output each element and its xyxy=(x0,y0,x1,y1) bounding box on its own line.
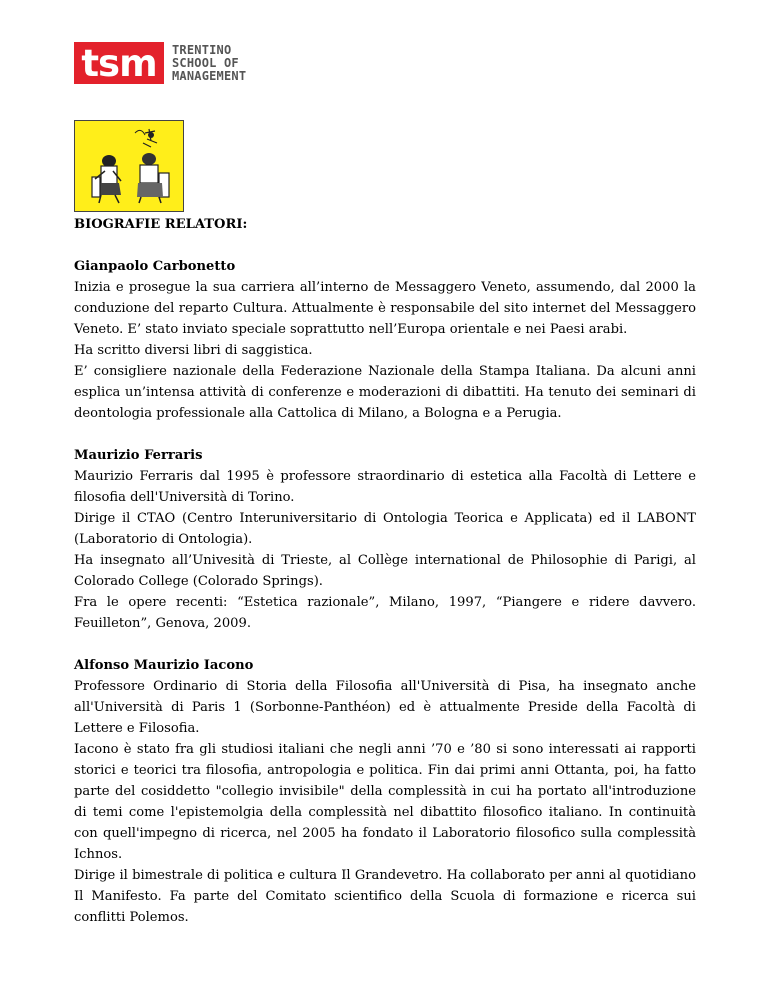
speaker-name: Gianpaolo Carbonetto xyxy=(74,259,236,274)
speaker-name: Alfonso Maurizio Iacono xyxy=(74,658,254,673)
logo-line-3: MANAGEMENT xyxy=(172,68,247,83)
cartoon-drawing xyxy=(75,121,183,211)
speaker-bio-paragraph: Dirige il bimestrale di politica e cultura Il Grandevetro. Ha collaborato per anni al quotidiano Il Manifesto. Fa parte del Comitato scientifico della Scuola di formazione e ricerca sui conflitti Polemos. xyxy=(74,868,696,925)
speaker-name: Maurizio Ferraris xyxy=(74,448,203,463)
document-body xyxy=(74,214,696,928)
speaker-bio-paragraph: Professore Ordinario di Storia della Filosofia all'Università di Pisa, ha insegnato anche all'Università di Paris 1 (Sorbonne-Panthéon) ed è attualmente Preside della Facoltà di Lettere e Filosofia. xyxy=(74,679,696,736)
tsm-logo-text xyxy=(172,44,246,83)
speaker-bio-paragraph: Iacono è stato fra gli studiosi italiani che negli anni ’70 e ’80 si sono interessati ai rapporti storici e teorici tra filosofia, antropologia e politica. Fin dai primi anni Ottanta, poi, ha fatto parte del cosiddetto "collegio invisibile" della complessità in cui ha portato all'introduzione di temi come l'epistemolgia della complessità nel dibattito filosofico italiano. In continuità con quell'impegno di ricerca, nel 2005 ha fondato il Laboratorio filosofico sulla complessità Ichnos. xyxy=(74,742,696,862)
speaker-bio-paragraph: Ha scritto diversi libri di saggistica. xyxy=(74,343,313,358)
speaker-bio-paragraph: Maurizio Ferraris dal 1995 è professore straordinario di estetica alla Facoltà di Lettere e filosofia dell'Università di Torino. xyxy=(74,469,696,505)
logo-line-2: SCHOOL OF xyxy=(172,55,239,70)
cartoon-illustration-icon xyxy=(74,120,184,212)
logo-line-1: TRENTINO xyxy=(172,42,232,57)
page-heading: BIOGRAFIE RELATORI: xyxy=(74,217,248,232)
speaker-bio-paragraph: Ha insegnato all’Univesità di Trieste, al Collège international de Philosophie di Parigi, al Colorado College (Colorado Springs). xyxy=(74,553,696,589)
speaker-bio-paragraph: Dirige il CTAO (Centro Interuniversitario di Ontologia Teorica e Applicata) ed il LABONT (Laboratorio di Ontologia). xyxy=(74,511,696,547)
speaker-bio-paragraph: Inizia e prosegue la sua carriera all’interno de Messaggero Veneto, assumendo, dal 2000 la conduzione del reparto Cultura. Attualmente è responsabile del sito internet del Messaggero Veneto. E’ stato inviato speciale soprattutto nell’Europa orientale e nei Paesi arabi. xyxy=(74,280,696,337)
speaker-bio-paragraph: Fra le opere recenti: “Estetica razionale”, Milano, 1997, “Piangere e ridere davvero. Feuilleton”, Genova, 2009. xyxy=(74,595,696,631)
speaker-bio-paragraph: E’ consigliere nazionale della Federazione Nazionale della Stampa Italiana. Da alcuni anni esplica un’intensa attività di conferenze e moderazioni di dibattiti. Ha tenuto dei seminari di deontologia professionale alla Cattolica di Milano, a Bologna e a Perugia. xyxy=(74,364,696,421)
tsm-logo-box: tsm xyxy=(74,42,164,84)
tsm-logo xyxy=(74,42,246,84)
